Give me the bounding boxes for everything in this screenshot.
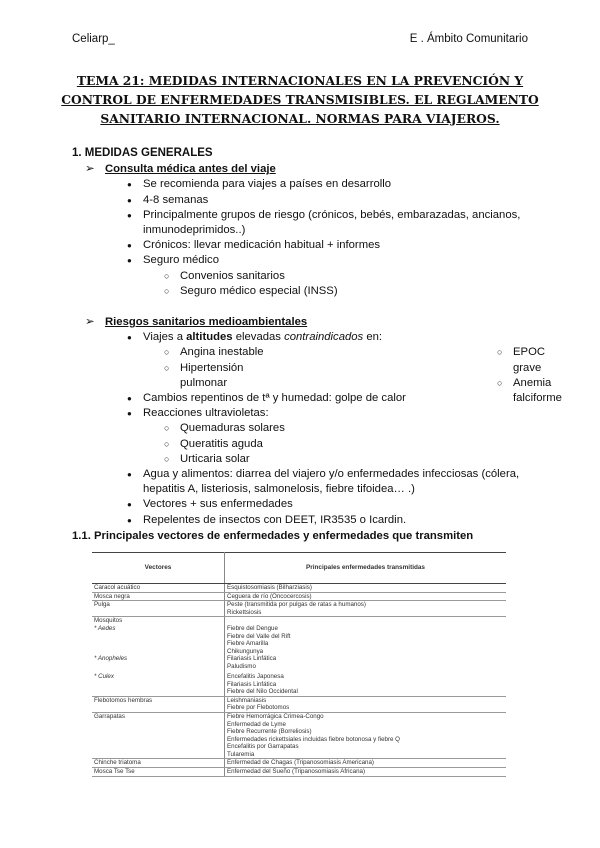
vector-cell: Mosquitos bbox=[92, 617, 225, 625]
list-item: ● Vectores + sus enfermedades bbox=[72, 497, 542, 512]
table-row bbox=[92, 625, 506, 655]
disease-cell: Enfermedad del Sueño (Tripanosomiasis Africana) bbox=[225, 768, 507, 777]
disease-cell: Ceguera de río (Oncocercosis) bbox=[225, 592, 507, 601]
vector-cell: * Aedes bbox=[92, 625, 225, 655]
vector-cell: * Culex bbox=[92, 673, 225, 696]
vector-cell: * Anopheles bbox=[92, 655, 225, 673]
disease-cell: Fiebre del Dengue Fiebre del Valle del Rift Fiebre Amarilla Chikungunya bbox=[227, 624, 291, 655]
table-row bbox=[92, 617, 506, 625]
list-item: ● Seguro médico ○ Convenios sanitarios ○ Seguro médico especial (INSS) bbox=[72, 253, 542, 299]
vector-cell: Chinche triatoma bbox=[92, 759, 225, 768]
list-item: ● Crónicos: llevar medicación habitual + informes bbox=[72, 238, 542, 253]
vector-cell: Mosca negra bbox=[92, 592, 225, 601]
subsection-riesgos: ➢ Riesgos sanitarios medioambientales bbox=[72, 315, 542, 330]
list-item: ● Reacciones ultravioletas: ○ Quemaduras solares ○ Queratitis aguda ○ Urticaria solar bbox=[72, 406, 542, 467]
table-row bbox=[92, 601, 506, 617]
vector-cell: Caracol acuático bbox=[92, 584, 225, 593]
contraindication-list-left bbox=[143, 345, 542, 391]
table-row bbox=[92, 768, 506, 777]
header-subject: E . Ámbito Comunitario bbox=[409, 33, 528, 45]
disease-cell: Fiebre Hemorrágica Crimea-Congo Enfermedad de Lyme Fiebre Recurrente (Borreliosis) Enfermedades rickettsiales incluidas fiebre botonosa y fiebre Q Encefalitis por Garrapatas Tularemia bbox=[225, 712, 507, 759]
table-row bbox=[92, 655, 506, 673]
disease-cell: Leishmaniasis Fiebre por Flebotomos bbox=[225, 696, 507, 712]
subsection-consulta: ➢ Consulta médica antes del viaje bbox=[72, 162, 542, 177]
subsection-heading-vectores: 1.1. Principales vectores de enfermedades y enfermedades que transmiten bbox=[72, 530, 474, 542]
arrow-icon: ➢ bbox=[85, 163, 95, 176]
riesgos-list bbox=[72, 330, 562, 528]
consulta-list bbox=[72, 177, 542, 299]
table-row bbox=[92, 584, 506, 593]
sub-list-item: ○ Seguro médico especial (INSS) bbox=[72, 284, 542, 299]
section-heading: 1. MEDIDAS GENERALES bbox=[72, 147, 213, 159]
sub-list-item: ○ Hipertensión pulmonar bbox=[72, 361, 260, 391]
disease-cell: Filariasis Linfática Paludismo bbox=[227, 655, 277, 670]
sub-list-item: ○ Convenios sanitarios bbox=[72, 269, 542, 284]
vector-cell: Garrapatas bbox=[92, 712, 225, 759]
table-row bbox=[92, 712, 506, 759]
vector-cell: Pulga bbox=[92, 601, 225, 617]
table-row bbox=[92, 673, 506, 696]
seguro-sublist bbox=[143, 269, 542, 299]
header-author: Celiarp_ bbox=[72, 33, 115, 45]
list-item: ● Repelentes de insectos con DEET, IR3535 o Icardin. bbox=[72, 513, 542, 528]
list-item: ● Cambios repentinos de tª y humedad: golpe de calor bbox=[72, 391, 542, 406]
disease-cell bbox=[225, 617, 507, 625]
sub-list-item: ○ Quemaduras solares bbox=[72, 421, 542, 436]
table-row bbox=[92, 759, 506, 768]
uv-sublist bbox=[143, 421, 542, 467]
sub-list-item: ○ Urticaria solar bbox=[72, 452, 542, 467]
sub-list-item: ○ Anemia falciforme bbox=[497, 376, 562, 406]
disease-cell: Peste (transmitida por pulgas de ratas a humanos) Rickettsiosis bbox=[225, 601, 507, 617]
list-item: ● 4-8 semanas bbox=[72, 193, 542, 208]
sub-list-item: ○ EPOC grave bbox=[497, 345, 562, 375]
vectors-table-body bbox=[92, 584, 506, 777]
sub-list-item: ○ Angina inestable bbox=[72, 345, 542, 360]
list-item: ● Agua y alimentos: diarrea del viajero y/o enfermedades infecciosas (cólera, hepatitis A, listeriosis, salmonelosis, fiebre tifoidea… .) bbox=[72, 467, 542, 497]
arrow-icon: ➢ bbox=[85, 316, 95, 329]
disease-cell: Encefalitis Japonesa Filariasis Linfática Fiebre del Nilo Occidental bbox=[225, 673, 507, 696]
vector-cell: Flebotomos hembras bbox=[92, 696, 225, 712]
main-content bbox=[72, 146, 562, 528]
table-row bbox=[92, 592, 506, 601]
sub-list-item: ○ Queratitis aguda bbox=[72, 437, 542, 452]
list-item: ● Se recomienda para viajes a países en desarrollo bbox=[72, 177, 542, 192]
table-header-enfermedades: Principales enfermedades transmitidas bbox=[225, 553, 507, 584]
list-item: ● Viajes a altitudes elevadas contraindicados en: ○ Angina inestable ○ Hipertensión pulmonar ○ EPOC grave ○ Anemia falciforme bbox=[72, 330, 542, 391]
disease-cell: Enfermedad de Chagas (Tripanosomiasis Americana) bbox=[225, 759, 507, 768]
table-header-vectores: Vectores bbox=[92, 553, 225, 584]
list-item: ● Principalmente grupos de riesgo (crónicos, bebés, embarazadas, ancianos, inmunodeprimidos..) bbox=[72, 208, 542, 238]
vectors-table bbox=[92, 552, 506, 777]
disease-cell: Esquistosomiasis (Bilharziasis) bbox=[225, 584, 507, 593]
vector-cell: Mosca Tse Tse bbox=[92, 768, 225, 777]
page-title: TEMA 21: MEDIDAS INTERNACIONALES EN LA PREVENCIÓN Y CONTROL DE ENFERMEDADES TRANSMISIBLES. EL REGLAMENTO SANITARIO INTERNACIONAL. NORMAS PARA VIAJEROS. bbox=[61, 73, 539, 126]
table-row bbox=[92, 696, 506, 712]
